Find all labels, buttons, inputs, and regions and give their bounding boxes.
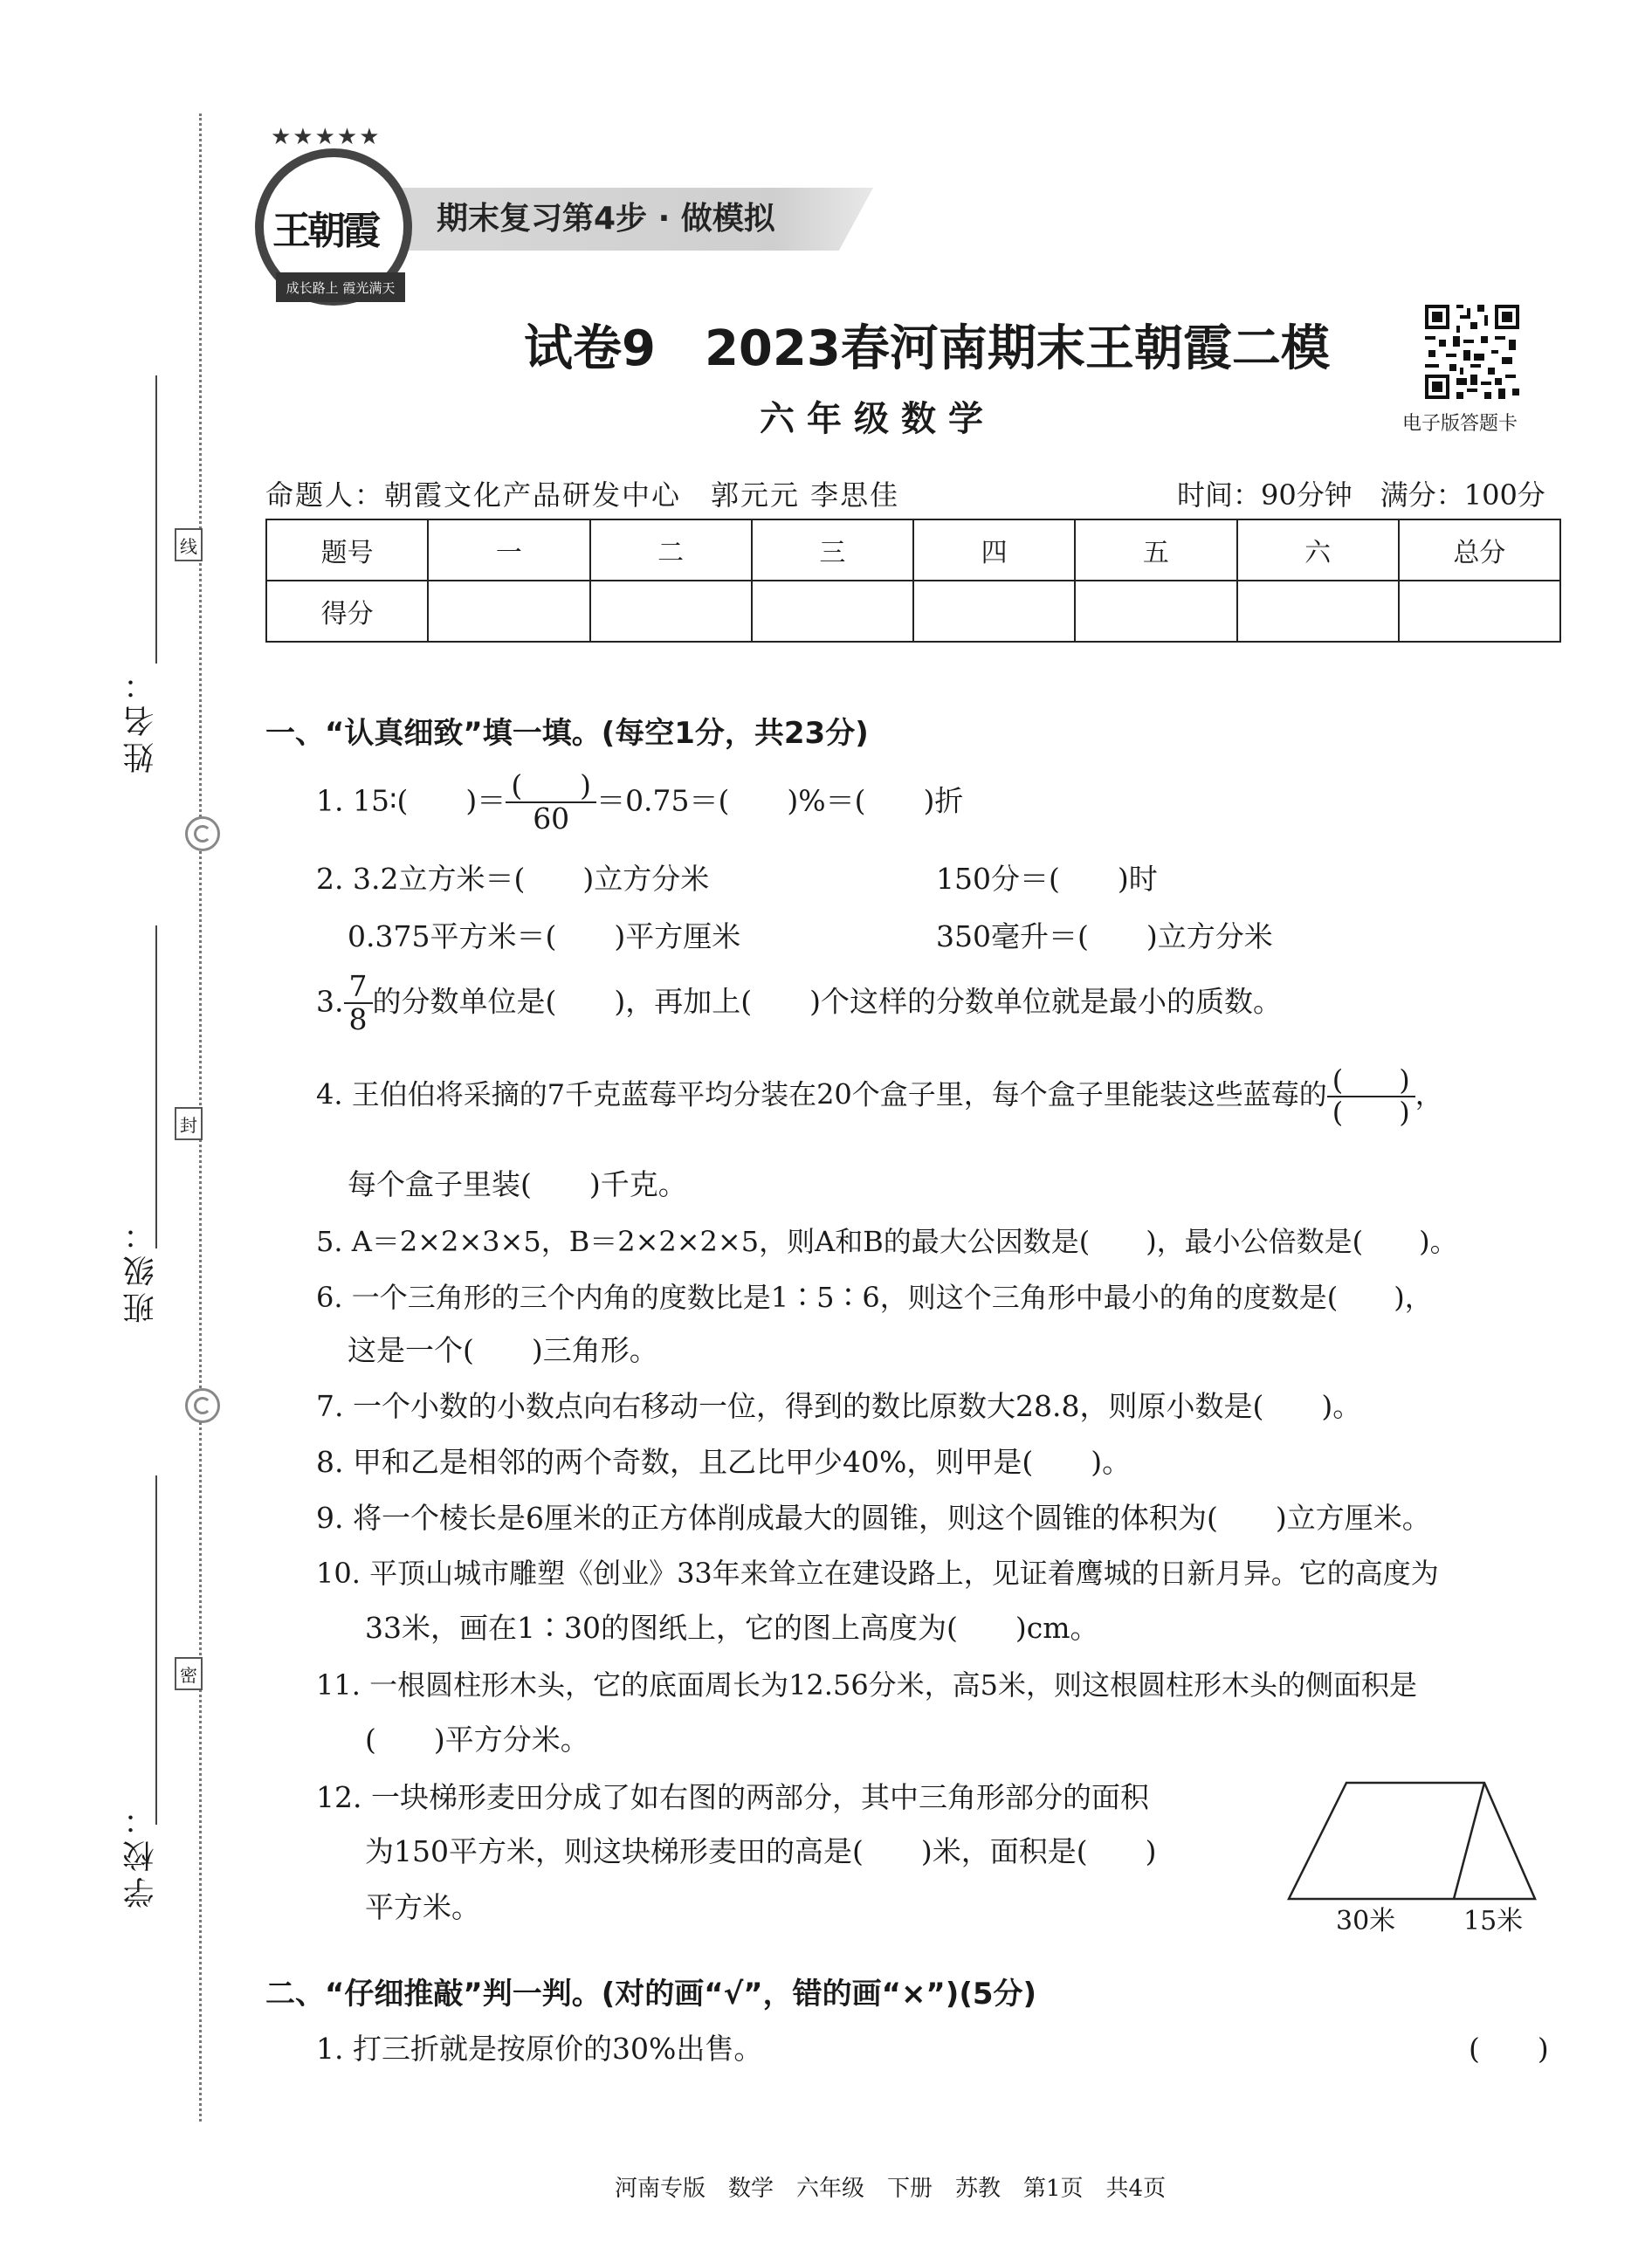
logo-ribbon: 成长路上 霞光满天: [276, 272, 405, 302]
step-banner-text: 期末复习第4步 · 做模拟: [437, 201, 775, 237]
figure-label-30m: 30米: [1336, 1906, 1396, 1936]
class-fill-line: [155, 925, 157, 1248]
score-row-label: 得分: [266, 581, 428, 642]
question-2-a: 2. 3.2立方米＝( )立方分米: [316, 862, 710, 896]
section-1-title: 一、“认真细致”填一填。(每空1分，共23分): [265, 716, 869, 751]
question-2-d: 350毫升＝( )立方分米: [936, 919, 1273, 953]
score-header-cell: 三: [752, 519, 913, 581]
score-header-cell: 一: [428, 519, 589, 581]
qr-label: 电子版答题卡: [1402, 413, 1518, 435]
school-label: 学校：: [123, 1799, 159, 1909]
q1-part-a: 1. 15∶( )＝: [316, 783, 506, 818]
question-12-c: 平方米。: [365, 1890, 480, 1924]
name-fill-line: [155, 375, 157, 664]
logo-text: 王朝霞: [272, 209, 377, 253]
score-input-cell[interactable]: [1075, 581, 1236, 642]
q4-frac-den: ( ): [1332, 1096, 1410, 1130]
score-table: [265, 519, 1561, 643]
question-3: [316, 971, 1282, 1036]
question-6-b: 这是一个( )三角形。: [348, 1333, 658, 1367]
page-footer: 河南专版 数学 六年级 下册 苏教 第1页 共4页: [615, 2176, 1167, 2202]
score-input-cell[interactable]: [590, 581, 752, 642]
q1-part-b: ＝0.75＝( )%＝( )折: [596, 783, 964, 818]
score-header-cell: 二: [590, 519, 752, 581]
name-label: 姓名：: [123, 664, 159, 774]
q3-number: 3.: [316, 984, 344, 1019]
judgement-answer-blank[interactable]: ( ): [1469, 2032, 1549, 2066]
school-fill-line: [155, 1475, 157, 1825]
qr-code-icon[interactable]: [1421, 301, 1523, 402]
score-input-cell[interactable]: [752, 581, 913, 642]
mark-line: 线: [175, 528, 203, 561]
question-11-b: ( )平方分米。: [365, 1723, 589, 1757]
score-header-cell: 六: [1237, 519, 1399, 581]
time-score-line: 时间：90分钟 满分：100分: [1177, 478, 1545, 512]
exam-subtitle: 六年级数学: [760, 399, 995, 439]
question-11-a: 11. 一根圆柱形木头，它的底面周长为12.56分米，高5米，则这根圆柱形木头的侧面积是: [316, 1668, 1418, 1702]
question-7: 7. 一个小数的小数点向右移动一位，得到的数比原数大28.8，则原小数是( )。: [316, 1389, 1362, 1423]
section-2-question-1: 1. 打三折就是按原价的30%出售。: [316, 2032, 763, 2066]
score-header-cell: 总分: [1399, 519, 1560, 581]
question-6-a: 6. 一个三角形的三个内角的度数比是1∶5∶6，则这个三角形中最小的角的度数是( )，: [316, 1281, 1433, 1314]
q1-frac-num: ( ): [506, 770, 596, 803]
question-10-b: 33米，画在1∶30的图纸上，它的图上高度为( )cm。: [365, 1611, 1099, 1645]
section-2-title: 二、“仔细推敲”判一判。(对的画“√”，错的画“×”)(5分): [265, 1977, 1037, 2012]
q1-fraction: [506, 770, 596, 836]
question-12-b: 为150平方米，则这块梯形麦田的高是( )米，面积是( ): [365, 1834, 1157, 1868]
question-12-a: 12. 一块梯形麦田分成了如右图的两部分，其中三角形部分的面积: [316, 1780, 1149, 1814]
question-9: 9. 将一个棱长是6厘米的正方体削成最大的圆锥，则这个圆锥的体积为( )立方厘米。: [316, 1501, 1431, 1535]
question-10-a: 10. 平顶山城市雕塑《创业》33年来耸立在建设路上，见证着鹰城的日新月异。它的高度为: [316, 1557, 1439, 1590]
q4-fraction: [1327, 1065, 1415, 1128]
question-2-b: 150分＝( )时: [936, 862, 1158, 896]
exam-title: 试卷9 2023春河南期末王朝霞二模: [524, 320, 1330, 377]
question-4-b: 每个盒子里装( )千克。: [348, 1167, 687, 1201]
mark-secret: 密: [175, 1657, 203, 1690]
score-input-cell[interactable]: [1237, 581, 1399, 642]
swirl-ornament-icon: [185, 816, 220, 851]
mark-seal: 封: [175, 1107, 203, 1140]
q3-fraction: [344, 971, 373, 1036]
question-1: [316, 770, 963, 836]
score-header-cell: 四: [913, 519, 1075, 581]
logo-stars: ★★★★★: [271, 124, 382, 150]
q4-comma: ，: [1415, 1077, 1443, 1111]
question-8: 8. 甲和乙是相邻的两个奇数，且乙比甲少40%，则甲是( )。: [316, 1445, 1132, 1479]
score-header-cell: 五: [1075, 519, 1236, 581]
q3-frac-den: 8: [348, 1002, 368, 1037]
figure-label-15m: 15米: [1463, 1906, 1524, 1936]
score-header-cell: 题号: [266, 519, 428, 581]
score-input-cell[interactable]: [913, 581, 1075, 642]
question-5: 5. A＝2×2×3×5，B＝2×2×2×5，则A和B的最大公因数是( )，最小公倍数是( )。: [316, 1225, 1458, 1258]
trapezoid-outline: [1289, 1783, 1535, 1899]
authors-line: 命题人：朝霞文化产品研发中心 郭元元 李思佳: [265, 478, 900, 512]
score-table-header-row: [266, 519, 1560, 581]
q1-frac-den: 60: [533, 801, 570, 836]
score-input-cell[interactable]: [1399, 581, 1560, 642]
question-4-a: [316, 1065, 1443, 1128]
score-table-score-row: [266, 581, 1560, 642]
question-2-c: 0.375平方米＝( )平方厘米: [348, 919, 741, 953]
q3-frac-num: 7: [344, 971, 373, 1004]
q3-text: 的分数单位是( )，再加上( )个这样的分数单位就是最小的质数。: [372, 984, 1282, 1019]
class-label: 班级：: [123, 1214, 159, 1324]
q4-frac-num: ( ): [1327, 1065, 1415, 1097]
score-input-cell[interactable]: [428, 581, 589, 642]
swirl-ornament-icon: [185, 1388, 220, 1423]
q4-text: 4. 王伯伯将采摘的7千克蓝莓平均分装在20个盒子里，每个盒子里能装这些蓝莓的: [316, 1077, 1327, 1111]
triangle-divider-line: [1454, 1783, 1484, 1899]
